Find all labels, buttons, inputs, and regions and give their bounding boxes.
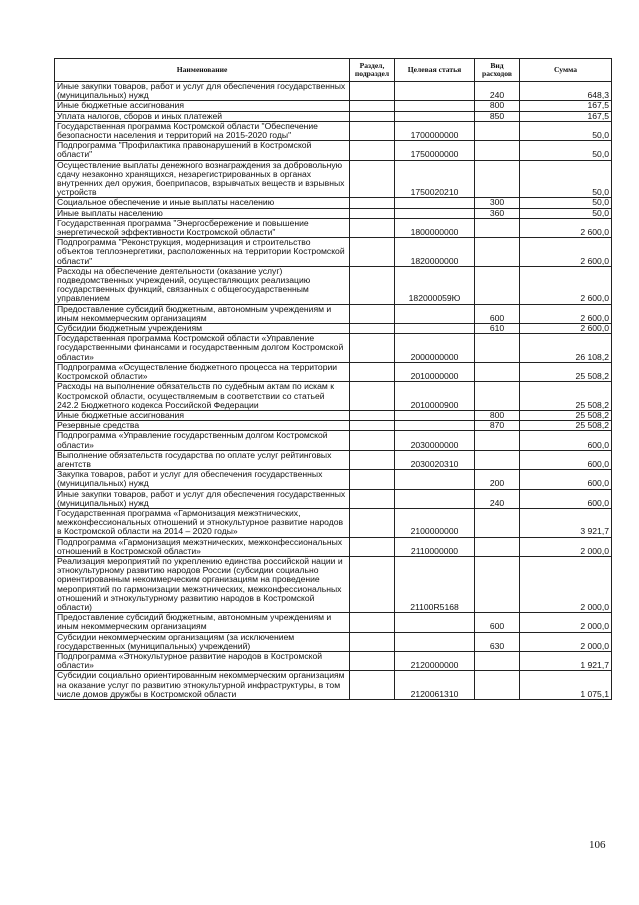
cell-article bbox=[395, 410, 475, 420]
cell-sum: 2 600,0 bbox=[520, 238, 612, 267]
header-kind: Вид расходов bbox=[475, 59, 520, 82]
cell-kind bbox=[475, 334, 520, 363]
cell-kind: 610 bbox=[475, 324, 520, 334]
table-body bbox=[55, 82, 612, 700]
cell-kind bbox=[475, 121, 520, 140]
cell-kind bbox=[475, 266, 520, 304]
cell-article: 2120061310 bbox=[395, 671, 475, 700]
cell-section bbox=[350, 266, 395, 304]
cell-sum: 167,5 bbox=[520, 111, 612, 121]
header-sum: Сумма bbox=[520, 59, 612, 82]
table-row bbox=[55, 121, 612, 140]
table-row bbox=[55, 470, 612, 489]
cell-name: Государственная программа "Энергосбережение и повышение энергетической эффективности Костромской области" bbox=[55, 218, 350, 237]
cell-section bbox=[350, 324, 395, 334]
cell-article: 21100R5168 bbox=[395, 556, 475, 612]
cell-kind bbox=[475, 141, 520, 160]
cell-sum: 25 508,2 bbox=[520, 421, 612, 431]
cell-kind bbox=[475, 238, 520, 267]
table-row bbox=[55, 489, 612, 508]
cell-kind bbox=[475, 537, 520, 556]
cell-article: 182000059Ю bbox=[395, 266, 475, 304]
table-row bbox=[55, 324, 612, 334]
cell-article bbox=[395, 489, 475, 508]
header-section: Раздел, подраздел bbox=[350, 59, 395, 82]
cell-section bbox=[350, 101, 395, 111]
cell-article bbox=[395, 421, 475, 431]
cell-name: Подпрограмма «Осуществление бюджетного процесса на территории Костромской области» bbox=[55, 362, 350, 381]
table-row bbox=[55, 431, 612, 450]
table-row bbox=[55, 304, 612, 323]
cell-article: 2030000000 bbox=[395, 431, 475, 450]
cell-article bbox=[395, 101, 475, 111]
cell-section bbox=[350, 382, 395, 411]
cell-name: Подпрограмма «Этнокультурное развитие народов в Костромской области» bbox=[55, 651, 350, 670]
table-row bbox=[55, 671, 612, 700]
cell-name: Уплата налогов, сборов и иных платежей bbox=[55, 111, 350, 121]
cell-kind bbox=[475, 382, 520, 411]
cell-section bbox=[350, 121, 395, 140]
table-row bbox=[55, 651, 612, 670]
table-row bbox=[55, 266, 612, 304]
cell-kind bbox=[475, 450, 520, 469]
cell-section bbox=[350, 613, 395, 632]
table-row bbox=[55, 410, 612, 420]
cell-name: Иные бюджетные ассигнования bbox=[55, 101, 350, 111]
table-row bbox=[55, 238, 612, 267]
table-header-row bbox=[55, 59, 612, 82]
cell-kind: 600 bbox=[475, 613, 520, 632]
cell-section bbox=[350, 632, 395, 651]
cell-section bbox=[350, 160, 395, 198]
page-number: 106 bbox=[589, 839, 606, 851]
cell-name: Субсидии социально ориентированным некоммерческим организациям на оказание услуг по развитию этнокультурной инфраструктуры, в том числе домов дружбы в Костромской области bbox=[55, 671, 350, 700]
cell-sum: 2 000,0 bbox=[520, 632, 612, 651]
cell-name: Иные бюджетные ассигнования bbox=[55, 410, 350, 420]
cell-section bbox=[350, 651, 395, 670]
cell-article bbox=[395, 324, 475, 334]
cell-kind: 300 bbox=[475, 198, 520, 208]
cell-section bbox=[350, 410, 395, 420]
cell-section bbox=[350, 141, 395, 160]
cell-name: Иные выплаты населению bbox=[55, 208, 350, 218]
cell-name: Расходы на обеспечение деятельности (оказание услуг) подведомственных учреждений, осуществляющих реализацию государственных функций, связанных с общегосударственным управлением bbox=[55, 266, 350, 304]
cell-name: Выполнение обязательств государства по оплате услуг рейтинговых агентств bbox=[55, 450, 350, 469]
cell-kind bbox=[475, 556, 520, 612]
cell-article bbox=[395, 208, 475, 218]
cell-section bbox=[350, 334, 395, 363]
cell-kind: 850 bbox=[475, 111, 520, 121]
table-row bbox=[55, 537, 612, 556]
cell-kind bbox=[475, 160, 520, 198]
cell-sum: 2 600,0 bbox=[520, 266, 612, 304]
cell-article: 2010000900 bbox=[395, 382, 475, 411]
cell-name: Подпрограмма «Гармонизация межэтнических, межконфессиональных отношений в Костромской области» bbox=[55, 537, 350, 556]
cell-article bbox=[395, 111, 475, 121]
cell-sum: 2 000,0 bbox=[520, 537, 612, 556]
cell-article: 2010000000 bbox=[395, 362, 475, 381]
cell-article bbox=[395, 82, 475, 101]
header-name: Наименование bbox=[55, 59, 350, 82]
cell-article: 2120000000 bbox=[395, 651, 475, 670]
cell-name: Подпрограмма «Управление государственным долгом Костромской области» bbox=[55, 431, 350, 450]
cell-article: 2100000000 bbox=[395, 508, 475, 537]
cell-sum: 50,0 bbox=[520, 208, 612, 218]
cell-kind: 630 bbox=[475, 632, 520, 651]
table-row bbox=[55, 362, 612, 381]
cell-sum: 2 600,0 bbox=[520, 218, 612, 237]
cell-name: Резервные средства bbox=[55, 421, 350, 431]
cell-sum: 2 600,0 bbox=[520, 304, 612, 323]
cell-kind bbox=[475, 218, 520, 237]
table-row bbox=[55, 111, 612, 121]
cell-kind: 800 bbox=[475, 410, 520, 420]
cell-sum: 648,3 bbox=[520, 82, 612, 101]
table-row bbox=[55, 198, 612, 208]
cell-kind: 240 bbox=[475, 489, 520, 508]
cell-sum: 26 108,2 bbox=[520, 334, 612, 363]
cell-section bbox=[350, 304, 395, 323]
header-article: Целевая статья bbox=[395, 59, 475, 82]
cell-section bbox=[350, 111, 395, 121]
cell-sum: 50,0 bbox=[520, 160, 612, 198]
cell-name: Социальное обеспечение и иные выплаты населению bbox=[55, 198, 350, 208]
cell-kind bbox=[475, 431, 520, 450]
cell-sum: 25 508,2 bbox=[520, 362, 612, 381]
cell-name: Подпрограмма "Профилактика правонарушений в Костромской области" bbox=[55, 141, 350, 160]
cell-name: Расходы на выполнение обязательств по судебным актам по искам к Костромской области, осуществляемым в соответствии со статьей 242.2 Бюджетного кодекса Российской Федерации bbox=[55, 382, 350, 411]
cell-name: Подпрограмма "Реконструкция, модернизация и строительство объектов теплоэнергетики, расположенных на территории Костромской области" bbox=[55, 238, 350, 267]
budget-table bbox=[54, 58, 612, 700]
cell-section bbox=[350, 537, 395, 556]
cell-article: 1700000000 bbox=[395, 121, 475, 140]
cell-section bbox=[350, 671, 395, 700]
cell-kind bbox=[475, 362, 520, 381]
cell-article bbox=[395, 304, 475, 323]
cell-kind: 800 bbox=[475, 101, 520, 111]
cell-article: 1820000000 bbox=[395, 238, 475, 267]
cell-name: Реализация мероприятий по укреплению единства российской нации и этнокультурному развитию народов России (субсидии социально ориентированным некоммерческим организациям на проведение мероприятий по гармонизации межэтнических, межконфессиональных отношений и этнокультурному развитию народов в Костромской области) bbox=[55, 556, 350, 612]
cell-article: 2030020310 bbox=[395, 450, 475, 469]
cell-article bbox=[395, 613, 475, 632]
table-row bbox=[55, 508, 612, 537]
cell-sum: 2 600,0 bbox=[520, 324, 612, 334]
cell-name: Предоставление субсидий бюджетным, автономным учреждениям и иным некоммерческим организациям bbox=[55, 304, 350, 323]
cell-name: Государственная программа Костромской области "Обеспечение безопасности населения и территорий на 2015-2020 годы" bbox=[55, 121, 350, 140]
cell-kind bbox=[475, 651, 520, 670]
cell-name: Предоставление субсидий бюджетным, автономным учреждениям и иным некоммерческим организациям bbox=[55, 613, 350, 632]
cell-name: Иные закупки товаров, работ и услуг для обеспечения государственных (муниципальных) нужд bbox=[55, 489, 350, 508]
table-row bbox=[55, 101, 612, 111]
cell-article: 1800000000 bbox=[395, 218, 475, 237]
cell-sum: 1 921,7 bbox=[520, 651, 612, 670]
cell-section bbox=[350, 508, 395, 537]
cell-section bbox=[350, 198, 395, 208]
cell-sum: 600,0 bbox=[520, 431, 612, 450]
cell-sum: 25 508,2 bbox=[520, 382, 612, 411]
cell-kind bbox=[475, 508, 520, 537]
cell-sum: 600,0 bbox=[520, 450, 612, 469]
cell-kind: 240 bbox=[475, 82, 520, 101]
cell-kind: 870 bbox=[475, 421, 520, 431]
cell-sum: 1 075,1 bbox=[520, 671, 612, 700]
cell-section bbox=[350, 82, 395, 101]
table-row bbox=[55, 208, 612, 218]
table-row bbox=[55, 160, 612, 198]
cell-section bbox=[350, 556, 395, 612]
cell-article: 2000000000 bbox=[395, 334, 475, 363]
cell-article bbox=[395, 632, 475, 651]
cell-name: Государственная программа Костромской области «Управление государственными финансами и государственным долгом Костромской области» bbox=[55, 334, 350, 363]
table-row bbox=[55, 218, 612, 237]
cell-sum: 2 000,0 bbox=[520, 613, 612, 632]
cell-sum: 2 000,0 bbox=[520, 556, 612, 612]
cell-section bbox=[350, 450, 395, 469]
cell-article: 2110000000 bbox=[395, 537, 475, 556]
table-row bbox=[55, 556, 612, 612]
cell-kind: 360 bbox=[475, 208, 520, 218]
table-row bbox=[55, 334, 612, 363]
cell-article bbox=[395, 198, 475, 208]
table-row bbox=[55, 82, 612, 101]
cell-sum: 50,0 bbox=[520, 141, 612, 160]
cell-name: Иные закупки товаров, работ и услуг для обеспечения государственных (муниципальных) нужд bbox=[55, 82, 350, 101]
cell-name: Государственная программа «Гармонизация межэтнических, межконфессиональных отношений и этнокультурное развитие народов в Костромской области на 2014 – 2020 годы» bbox=[55, 508, 350, 537]
table-row bbox=[55, 632, 612, 651]
table-row bbox=[55, 141, 612, 160]
cell-section bbox=[350, 489, 395, 508]
cell-section bbox=[350, 470, 395, 489]
table-row bbox=[55, 450, 612, 469]
table-row bbox=[55, 421, 612, 431]
cell-sum: 50,0 bbox=[520, 198, 612, 208]
cell-kind bbox=[475, 671, 520, 700]
cell-sum: 600,0 bbox=[520, 489, 612, 508]
cell-sum: 600,0 bbox=[520, 470, 612, 489]
cell-sum: 50,0 bbox=[520, 121, 612, 140]
cell-section bbox=[350, 238, 395, 267]
cell-section bbox=[350, 421, 395, 431]
cell-kind: 200 bbox=[475, 470, 520, 489]
cell-name: Субсидии некоммерческим организациям (за исключением государственных (муниципальных) учреждений) bbox=[55, 632, 350, 651]
cell-article bbox=[395, 470, 475, 489]
cell-name: Закупка товаров, работ и услуг для обеспечения государственных (муниципальных) нужд bbox=[55, 470, 350, 489]
cell-section bbox=[350, 218, 395, 237]
table-row bbox=[55, 613, 612, 632]
cell-sum: 3 921,7 bbox=[520, 508, 612, 537]
cell-name: Субсидии бюджетным учреждениям bbox=[55, 324, 350, 334]
cell-section bbox=[350, 362, 395, 381]
cell-section bbox=[350, 431, 395, 450]
cell-sum: 25 508,2 bbox=[520, 410, 612, 420]
cell-sum: 167,5 bbox=[520, 101, 612, 111]
cell-name: Осуществление выплаты денежного вознаграждения за добровольную сдачу незаконно хранящихся, незарегистрированных в органах внутренних дел оружия, боеприпасов, взрывчатых веществ и взрывных устройств bbox=[55, 160, 350, 198]
cell-article: 1750000000 bbox=[395, 141, 475, 160]
cell-article: 1750020210 bbox=[395, 160, 475, 198]
table-row bbox=[55, 382, 612, 411]
cell-kind: 600 bbox=[475, 304, 520, 323]
cell-section bbox=[350, 208, 395, 218]
